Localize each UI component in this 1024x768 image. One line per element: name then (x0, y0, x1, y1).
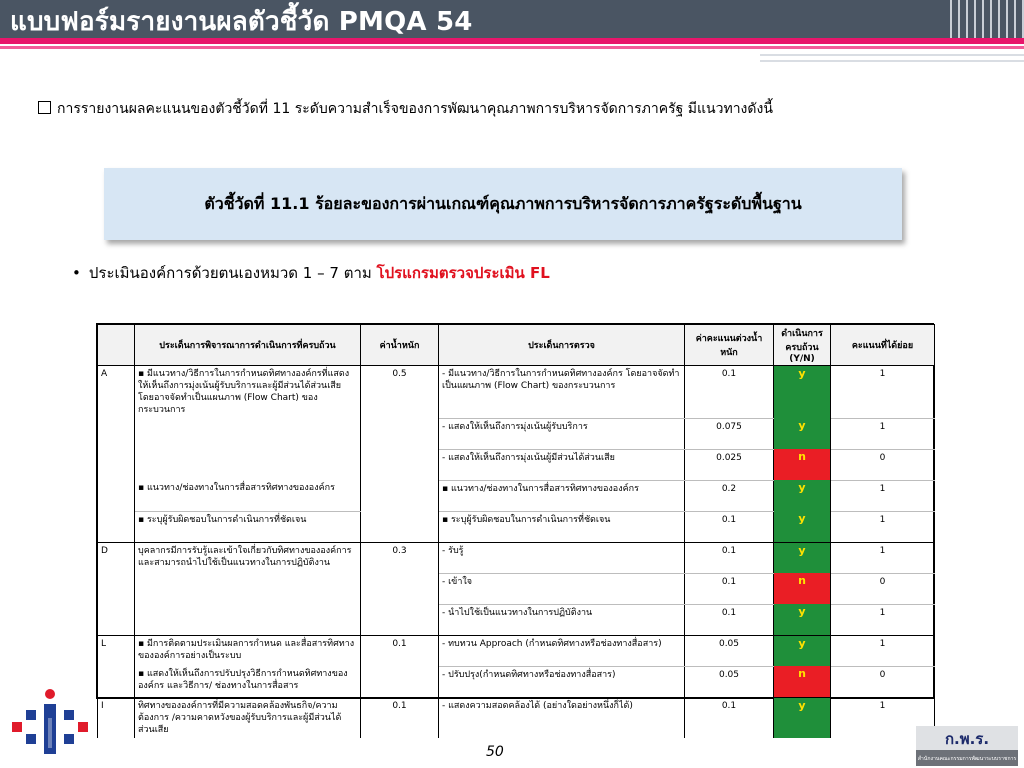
cell-yn: n (774, 573, 831, 604)
cell-yn: y (774, 418, 831, 449)
intro-line (38, 98, 773, 120)
cell-yn: y (774, 366, 831, 419)
cell-subscore: 1 (831, 511, 935, 542)
page-number: 50 (486, 744, 504, 760)
cell-subscore: 1 (831, 542, 935, 573)
header-subscore: คะแนนที่ได้ย่อย (831, 325, 935, 366)
header-check: ประเด็นการตรวจ (439, 325, 685, 366)
cell-weight (361, 480, 439, 511)
cell-consideration: บุคลากรมีการรับรู้และเข้าใจเกี่ยวกับทิศทางขององค์การ และสามารถนำไปใช้เป็นแนวทางในการปฏิบัติงาน (135, 542, 361, 573)
cell-subscore: 0 (831, 573, 935, 604)
cell-code (98, 511, 135, 542)
header-consideration: ประเด็นการพิจารณาการดำเนินการที่ครบถ้วน (135, 325, 361, 366)
cell-code (98, 604, 135, 635)
cell-code: I (98, 697, 135, 738)
table-row (98, 511, 935, 542)
decor-lines (760, 54, 1024, 68)
cell-yn: n (774, 666, 831, 697)
cell-check: - ปรับปรุง(กำหนดทิศทางหรือช่องทางสื่อสาร) (439, 666, 685, 697)
cell-yn: y (774, 542, 831, 573)
cell-weight (361, 449, 439, 480)
table-row (98, 604, 935, 635)
cell-code (98, 573, 135, 604)
cell-consideration: ทิศทางขององค์การที่มีความสอดคล้องพันธกิจ/ความต้องการ /ความคาดหวังของผู้รับบริการและผู้มีส่วนได้ส่วนเสีย (135, 697, 361, 738)
cell-check: - นำไปใช้เป็นแนวทางในการปฏิบัติงาน (439, 604, 685, 635)
cell-code: D (98, 542, 135, 573)
cell-check: ▪ แนวทาง/ช่องทางในการสื่อสารทิศทางขององค์กร (439, 480, 685, 511)
cell-check: - แสดงให้เห็นถึงการมุ่งเน้นผู้มีส่วนได้ส่วนเสีย (439, 449, 685, 480)
table-row (98, 635, 935, 666)
header-stripes (944, 0, 1024, 40)
cell-subscore: 1 (831, 480, 935, 511)
cell-score: 0.05 (685, 666, 774, 697)
cell-consideration: ▪ มีแนวทาง/วิธีการในการกำหนดทิศทางองค์กรที่แสดงให้เห็นถึงการมุ่งเน้นผู้รับบริการและผู้มีส่วนได้ส่วนเสีย โดยอาจจัดทำเป็นแผนภาพ (Flow Chart) ของกระบวนการ (135, 366, 361, 419)
cell-yn: y (774, 480, 831, 511)
cell-subscore: 1 (831, 697, 935, 738)
cell-code (98, 666, 135, 697)
cell-weight (361, 573, 439, 604)
cell-check: - ทบทวน Approach (กำหนดทิศทางหรือช่องทางสื่อสาร) (439, 635, 685, 666)
table-row (98, 366, 935, 419)
opdc-logo-icon (8, 688, 92, 758)
cell-yn: y (774, 511, 831, 542)
cell-consideration (135, 418, 361, 449)
header-weight: ค่าน้ำหนัก (361, 325, 439, 366)
badge-subtitle: สำนักงานคณะกรรมการพัฒนาระบบราชการ (917, 756, 1017, 762)
cell-check: - เข้าใจ (439, 573, 685, 604)
cell-check: ▪ ระบุผู้รับผิดชอบในการดำเนินการที่ชัดเจน (439, 511, 685, 542)
cell-check: - แสดงให้เห็นถึงการมุ่งเน้นผู้รับบริการ (439, 418, 685, 449)
table-row (98, 480, 935, 511)
cell-weight (361, 666, 439, 697)
cell-score: 0.1 (685, 511, 774, 542)
cell-subscore: 1 (831, 366, 935, 419)
header-code (98, 325, 135, 366)
cell-code (98, 480, 135, 511)
cell-code (98, 418, 135, 449)
cell-weight: 0.3 (361, 542, 439, 573)
cell-subscore: 1 (831, 418, 935, 449)
scoring-table (96, 323, 934, 735)
table-header-row (98, 325, 935, 366)
bullet-dot-icon: • (72, 264, 81, 282)
page-title: แบบฟอร์มรายงานผลตัวชี้วัด PMQA 54 (10, 7, 473, 37)
cell-score: 0.2 (685, 480, 774, 511)
cell-weight: 0.1 (361, 697, 439, 738)
cell-weight: 0.5 (361, 366, 439, 419)
bullet-highlight: โปรแกรมตรวจประเมิน FL (376, 264, 550, 282)
cell-consideration: ▪ แนวทาง/ช่องทางในการสื่อสารทิศทางขององค์กร (135, 480, 361, 511)
cell-check: - แสดงความสอดคล้องได้ (อย่างใดอย่างหนึ่งก็ได้) (439, 697, 685, 738)
intro-text: การรายงานผลคะแนนของตัวชี้วัดที่ 11 ระดับความสำเร็จของการพัฒนาคุณภาพการบริหารจัดการภาครัฐ มีแนวทางดังนี้ (57, 101, 773, 117)
cell-consideration: ▪ แสดงให้เห็นถึงการปรับปรุงวิธีการกำหนดทิศทางขององค์กร และวิธีการ/ ช่องทางในการสื่อสาร (135, 666, 361, 697)
cell-score: 0.1 (685, 697, 774, 738)
cell-score: 0.025 (685, 449, 774, 480)
indicator-title: ตัวชี้วัดที่ 11.1 ร้อยละของการผ่านเกณฑ์คุณภาพการบริหารจัดการภาครัฐระดับพื้นฐาน (204, 193, 802, 213)
bullet-line (72, 261, 550, 285)
cell-score: 0.1 (685, 366, 774, 419)
cell-consideration (135, 449, 361, 480)
cell-weight (361, 604, 439, 635)
cell-consideration: ▪ ระบุผู้รับผิดชอบในการดำเนินการที่ชัดเจน (135, 511, 361, 542)
table-row (98, 418, 935, 449)
cell-code: L (98, 635, 135, 666)
cell-yn: y (774, 604, 831, 635)
cell-weight (361, 418, 439, 449)
cell-yn: y (774, 697, 831, 738)
table-row (98, 449, 935, 480)
cell-weight: 0.1 (361, 635, 439, 666)
cell-score: 0.075 (685, 418, 774, 449)
badge-title: ก.พ.ร. (944, 730, 990, 748)
cell-code: A (98, 366, 135, 419)
cell-weight (361, 511, 439, 542)
cell-subscore: 1 (831, 604, 935, 635)
cell-subscore: 1 (831, 635, 935, 666)
cell-check: - มีแนวทาง/วิธีการในการกำหนดทิศทางองค์กร โดยอาจจัดทำเป็นแผนภาพ (Flow Chart) ของกระบวนการ (439, 366, 685, 419)
cell-consideration (135, 573, 361, 604)
cell-score: 0.05 (685, 635, 774, 666)
cell-yn: n (774, 449, 831, 480)
cell-score: 0.1 (685, 604, 774, 635)
cell-consideration: ▪ มีการติดตามประเมินผลการกำหนด และสื่อสารทิศทางขององค์การอย่างเป็นระบบ (135, 635, 361, 666)
opdc-badge-icon (916, 726, 1018, 766)
table-row (98, 542, 935, 573)
accent-bar-thin (0, 46, 1024, 49)
cell-yn: y (774, 635, 831, 666)
checkbox-bullet-icon (38, 101, 51, 114)
cell-subscore: 0 (831, 449, 935, 480)
cell-score: 0.1 (685, 542, 774, 573)
indicator-box (104, 168, 902, 240)
header-yn: ดำเนินการครบถ้วน (Y/N) (774, 325, 831, 366)
table-row (98, 573, 935, 604)
cell-consideration (135, 604, 361, 635)
cell-score: 0.1 (685, 573, 774, 604)
table-row (98, 697, 935, 738)
accent-bar (0, 38, 1024, 44)
cell-subscore: 0 (831, 666, 935, 697)
cell-code (98, 449, 135, 480)
cell-check: - รับรู้ (439, 542, 685, 573)
header-score: ค่าคะแนนต่วงน้ำหนัก (685, 325, 774, 366)
bullet-text: ประเมินองค์การด้วยตนเองหมวด 1 – 7 ตาม (88, 264, 377, 282)
table-row (98, 666, 935, 697)
